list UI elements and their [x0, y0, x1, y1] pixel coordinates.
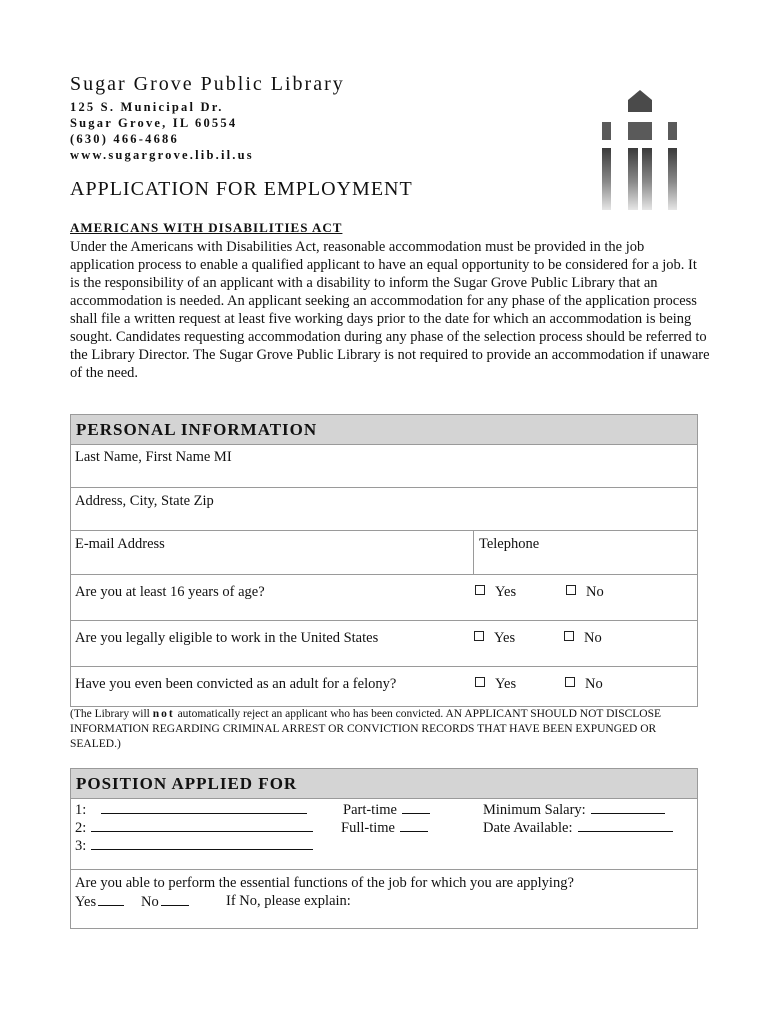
explain-field[interactable]: If No, please explain:: [226, 893, 351, 909]
age-question: Are you at least 16 years of age?: [75, 584, 265, 600]
library-logo: [600, 90, 680, 212]
eligibility-yes-checkbox[interactable]: Yes: [474, 630, 515, 647]
essential-functions-row: [71, 870, 697, 930]
address-phone: (630) 466-4686: [70, 132, 179, 146]
name-field[interactable]: [71, 445, 697, 488]
eligibility-question: Are you legally eligible to work in the United States: [75, 630, 379, 646]
telephone-field[interactable]: [473, 531, 540, 574]
personal-information-section: [70, 414, 698, 707]
position-heading: POSITION APPLIED FOR: [71, 769, 697, 799]
felony-question: Have you even been convicted as an adult for a felony?: [75, 676, 397, 692]
part-time-field[interactable]: Part-time: [343, 801, 430, 819]
age-no-checkbox[interactable]: No: [566, 584, 604, 601]
minimum-salary-field[interactable]: Minimum Salary:: [483, 801, 665, 819]
name-label: Last Name, First Name MI: [75, 449, 232, 465]
personal-information-heading: PERSONAL INFORMATION: [71, 415, 697, 445]
telephone-label: Telephone: [479, 536, 540, 552]
contact-row: [71, 531, 697, 575]
full-time-field[interactable]: Full-time: [341, 819, 428, 837]
essential-no-field[interactable]: No: [141, 893, 189, 911]
date-available-field[interactable]: Date Available:: [483, 819, 673, 837]
address-label: Address, City, State Zip: [75, 493, 214, 509]
eligibility-question-row: [71, 621, 697, 667]
position-1-field[interactable]: 1:: [75, 801, 307, 819]
eligibility-no-checkbox[interactable]: No: [564, 630, 602, 647]
ada-heading: AMERICANS WITH DISABILITIES ACT: [70, 220, 343, 235]
conviction-note: (The Library will not automatically reject an applicant who has been convicted. AN APPLICANT SHOULD NOT DISCLOSE INFORMATION REGARDING CRIMINAL ARREST OR CONVICTION RECORDS THAT HAVE BEEN EXPUNGED OR SEALED.): [70, 708, 662, 750]
library-name: Sugar Grove Public Library: [70, 73, 345, 95]
page-title: APPLICATION FOR EMPLOYMENT: [70, 178, 413, 200]
felony-yes-checkbox[interactable]: Yes: [475, 676, 516, 693]
ada-body: Under the Americans with Disabilities Act, reasonable accommodation must be provided in the job application process to enable a qualified applicant to have an equal opportunity to be considered for a job. It is the responsibility of an applicant with a disability to inform the Sugar Grove Public Library that an accommodation is needed. An applicant seeking an accommodation for any phase of the application process shall file a written request at least five working days prior to the date for which an accommodation is being sought. Candidates requesting accommodation during any phase of the selection process should be referred to the Library Director. The Sugar Grove Public Library is not required to provide an accommodation if unaware of the need.: [70, 239, 710, 381]
position-choices: [71, 799, 697, 870]
position-2-field[interactable]: 2:: [75, 819, 313, 837]
email-label: E-mail Address: [75, 536, 165, 552]
age-yes-checkbox[interactable]: Yes: [475, 584, 516, 601]
position-3-field[interactable]: 3:: [75, 837, 313, 855]
position-section: [70, 768, 698, 929]
felony-no-checkbox[interactable]: No: [565, 676, 603, 693]
age-question-row: [71, 575, 697, 621]
felony-question-row: [71, 667, 697, 712]
address-website: www.sugargrove.lib.il.us: [70, 148, 254, 162]
address-street: 125 S. Municipal Dr.: [70, 100, 224, 114]
essential-functions-question: Are you able to perform the essential functions of the job for which you are applying?: [75, 875, 574, 891]
address-city: Sugar Grove, IL 60554: [70, 116, 238, 130]
address-field[interactable]: [71, 488, 697, 531]
essential-yes-field[interactable]: Yes: [75, 893, 124, 911]
